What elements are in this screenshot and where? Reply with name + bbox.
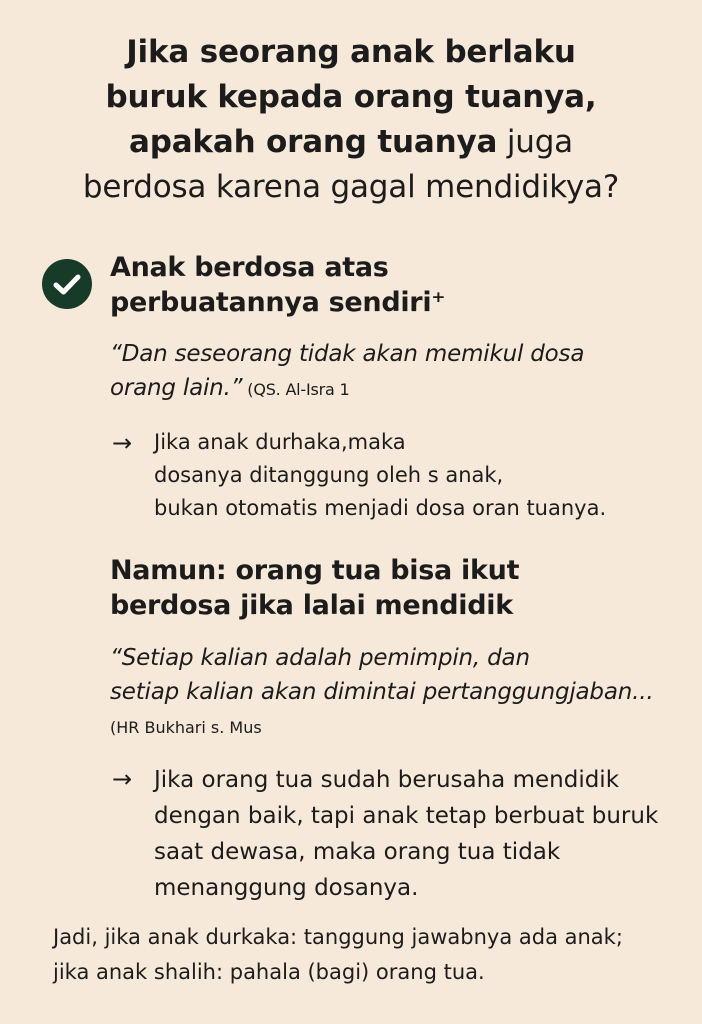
arrow-right-icon: → [112,765,133,793]
section2-quote: “Setiap kalian adalah pemimpin, dan setiap kalian akan dimintai pertanggungjaban... [110,645,654,705]
title-normal-phrase: juga [497,124,573,160]
title-line-4: berdosa karena gagal mendidikya? [82,169,620,205]
section1-citation: (QS. Al-Isra 1 [242,380,350,399]
title-line-3 [30,120,672,165]
title-line-2: buruk kepada orang tuanya, [105,79,597,115]
page-title [30,30,672,210]
section2-point [112,762,658,906]
section1-heading: Anak berdosa atas perbuatannya sendiri⁺ [110,252,446,318]
section1-point-text: Jika anak durhaka,maka dosanya ditanggung oleh s anak, bukan otomatis menjadi dosa oran tuanya. [154,430,607,520]
arrow-right-icon: → [112,429,133,457]
section2-point-text: Jika orang tua sudah berusaha mendidik dengan baik, tapi anak tetap berbuat buruk saat dewasa, maka orang tua tidak menanggung dosanya. [154,767,659,901]
check-circle-icon [42,259,92,309]
section1-point [112,426,606,525]
summary: Jadi, jika anak durkaka: tanggung jawabnya ada anak; jika anak shalih: pahala (bagi) orang tua. [53,925,623,984]
section2-citation: (HR Bukhari s. Mus [110,718,262,737]
title-bold-phrase: apakah orang tuanya [129,124,498,160]
title-line-1: Jika seorang anak berlaku [126,34,576,70]
section1-quote: “Dan seseorang tidak akan memikul dosa orang lain.” (QS. Al-Isra 1 [110,341,585,401]
section2-heading: Namun: orang tua bisa ikut berdosa jika lalai mendidik [110,555,520,621]
